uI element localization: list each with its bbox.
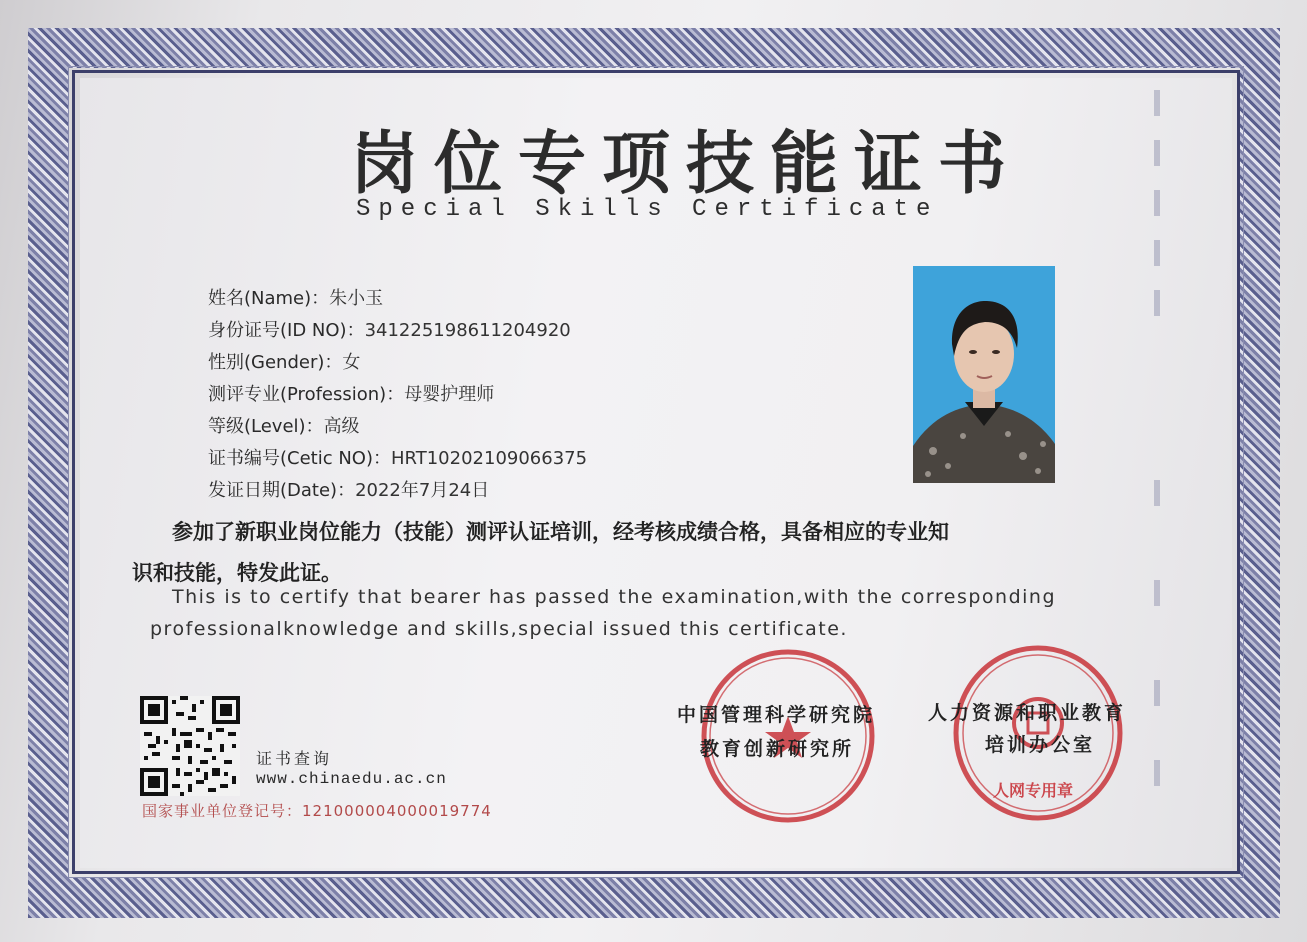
field-label: 等级(Level)： [208, 416, 324, 437]
field-label: 测评专业(Profession)： [208, 384, 405, 405]
issuer-right-line1: 人力资源和职业教育 [928, 702, 1127, 724]
field-value: 女 [342, 352, 361, 373]
field-gender [208, 348, 360, 374]
certificate-title: 岗位专项技能证书 [350, 124, 1023, 204]
field-value: HRT10202109066375 [391, 448, 588, 469]
field-id-no [208, 316, 571, 342]
issuer-right-line2: 培训办公室 [985, 734, 1096, 756]
field-label: 发证日期(Date)： [208, 480, 356, 501]
body-text-cn-line1: 参加了新职业岗位能力（技能）测评认证培训，经考核成绩合格，具备相应的专业知 [172, 519, 949, 544]
field-value: 341225198611204920 [364, 320, 571, 341]
field-label: 性别(Gender)： [208, 352, 343, 373]
field-label: 姓名(Name)： [208, 288, 330, 309]
field-cert-no [208, 444, 587, 470]
query-label: 证书查询 [256, 749, 333, 768]
issuer-left-line2: 教育创新研究所 [700, 738, 855, 760]
field-value: 母婴护理师 [404, 384, 495, 405]
portrait-photo [913, 266, 1055, 483]
qr-code [140, 696, 240, 796]
field-date [208, 476, 489, 502]
field-level [208, 412, 360, 438]
field-value: 朱小玉 [329, 288, 384, 309]
seal-caption: 人网专用章 [993, 781, 1074, 800]
field-value: 高级 [323, 416, 360, 437]
query-url: www.chinaedu.ac.cn [256, 770, 447, 788]
field-value: 2022年7月24日 [355, 480, 490, 501]
field-label: 身份证号(ID NO)： [208, 320, 365, 341]
registration-number: 国家事业单位登记号：121000004000019774 [142, 802, 492, 820]
issuer-left-line1: 中国管理科学研究院 [677, 704, 876, 726]
field-profession [208, 380, 494, 406]
body-text-en-line1: This is to certify that bearer has passed the examination,with the corresponding [172, 586, 1057, 608]
field-label: 证书编号(Cetic NO)： [208, 448, 391, 469]
certificate-title-en: Special Skills Certificate [356, 196, 939, 223]
body-text-cn-line2: 识和技能，特发此证。 [132, 560, 342, 585]
field-name [208, 284, 383, 310]
spine-marks [1144, 60, 1168, 860]
body-text-en-line2: professionalknowledge and skills,special issued this certificate. [150, 618, 848, 640]
